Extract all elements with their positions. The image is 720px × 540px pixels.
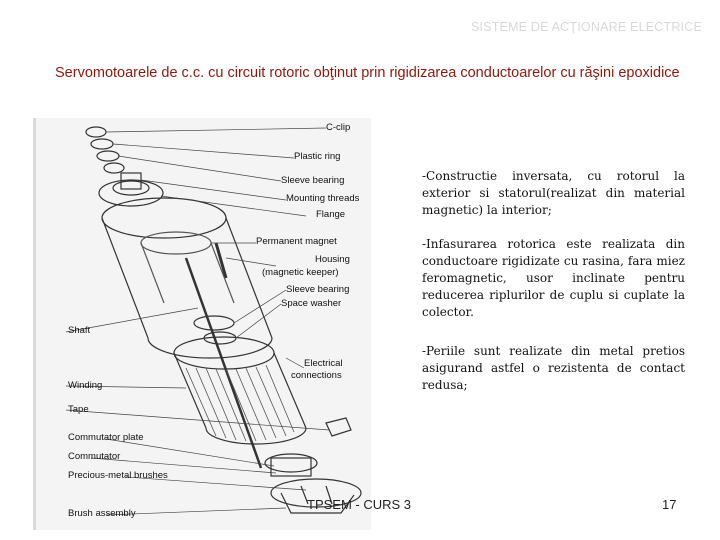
- permanent-magnet-shape: [141, 232, 211, 254]
- label-brush-assembly: Brush assembly: [68, 508, 136, 519]
- sleeve-bearing-shape: [104, 163, 124, 173]
- label-permanent-magnet: Permanent magnet: [256, 236, 337, 247]
- label-commutator-plate: Commutator plate: [68, 432, 144, 443]
- label-housing: Housing: [315, 254, 350, 265]
- paragraph-precious-metal-brushes: -Periile sunt realizate din metal pretios asigurand astfel o rezistenta de contact redusa;: [422, 344, 685, 392]
- footer-course-label: TPSEM - CURS 3: [307, 497, 412, 512]
- label-precious-metal-brushes: Precious-metal brushes: [68, 470, 168, 481]
- tape-shape: [326, 418, 351, 436]
- label-plastic-ring: Plastic ring: [294, 151, 341, 162]
- shaft-shape: [186, 258, 261, 468]
- commutator-shape: [265, 454, 317, 472]
- c-clip-shape: [86, 127, 106, 137]
- label-commutator: Commutator: [68, 451, 121, 462]
- label-connections: connections: [291, 370, 342, 381]
- presentation-header: SISTEME DE ACŢIONARE ELECTRICE: [470, 20, 702, 34]
- label-magnetic-keeper: (magnetic keeper): [262, 267, 339, 278]
- exploded-motor-diagram: [33, 118, 371, 530]
- paragraph-inverted-construction: -Constructie inversata, cu rotorul la exterior si statorul(realizat din material magnetic) la interior;: [422, 169, 685, 217]
- label-mounting-threads: Mounting threads: [286, 193, 360, 204]
- label-c-clip: C-clip: [326, 122, 351, 133]
- label-electrical: Electrical: [304, 358, 343, 369]
- housing-shape: [102, 198, 226, 238]
- label-sleeve-bearing-top: Sleeve bearing: [281, 175, 345, 186]
- plastic-ring-shape: [91, 139, 113, 149]
- label-sleeve-bearing-bottom: Sleeve bearing: [286, 284, 350, 295]
- flange-shape: [99, 180, 163, 206]
- label-shaft: Shaft: [68, 325, 91, 336]
- paragraph-rotor-winding: -Infasurarea rotorica este realizata din conductoare rigidizate cu rasina, fara miez feromagnetic, usor inclinate pentru reducerea riplurilor de cuplu si cuplate la colector.: [422, 237, 685, 319]
- label-winding: Winding: [68, 380, 103, 391]
- slide-title: Servomotoarele de c.c. cu circuit rotoric obţinut prin rigidizarea conductoarelor cu răşini epoxidice: [55, 65, 680, 81]
- label-space-washer: Space washer: [281, 298, 342, 309]
- label-tape: Tape: [68, 404, 89, 415]
- page-number: 17: [662, 497, 677, 512]
- label-flange: Flange: [316, 209, 346, 220]
